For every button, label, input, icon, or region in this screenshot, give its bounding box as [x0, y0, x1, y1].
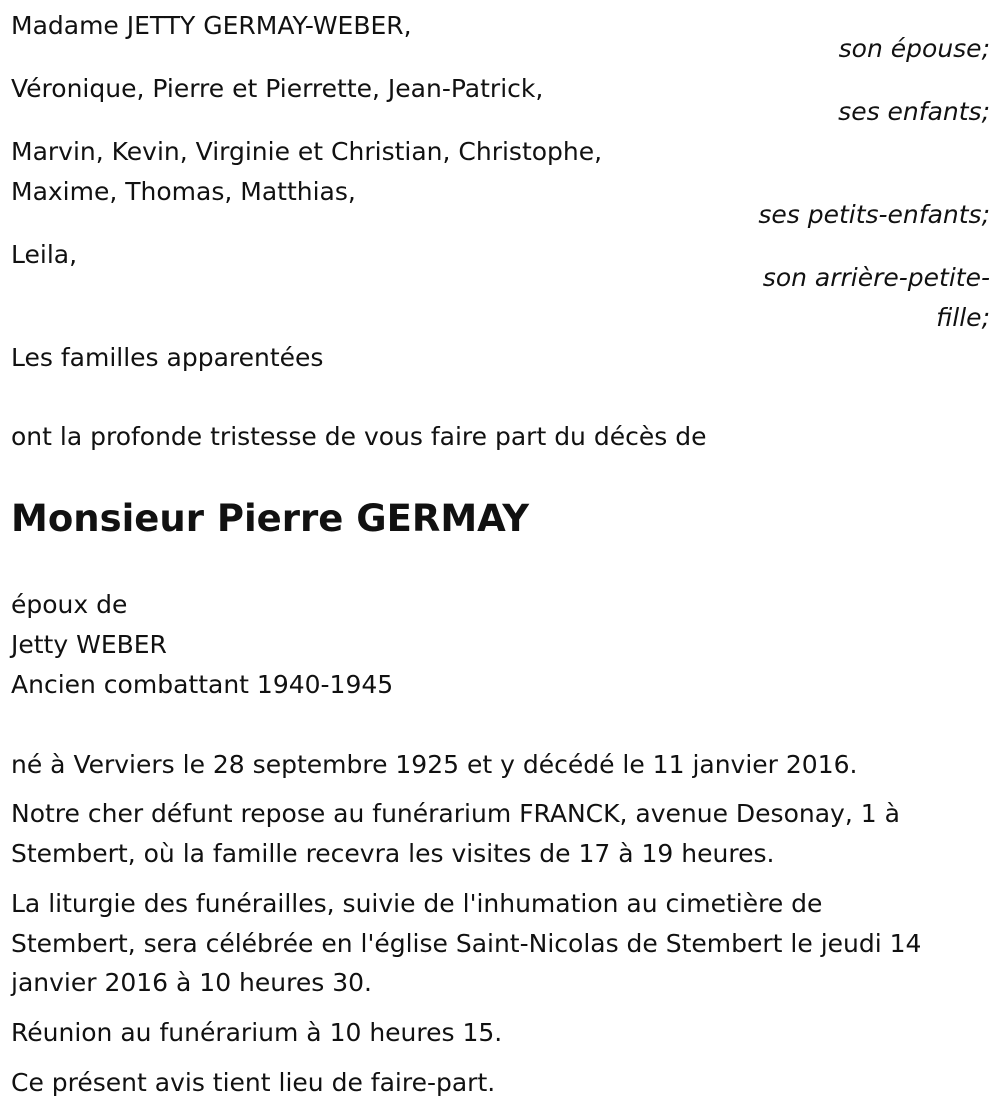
spouse-names: Madame JETTY GERMAY-WEBER, [11, 11, 412, 40]
announcement-text: ont la profonde tristesse de vous faire part du décès de [11, 422, 707, 451]
children-relation: ses enfants; [838, 97, 990, 126]
notice-line: Ce présent avis tient lieu de faire-part. [11, 1068, 496, 1097]
meeting-line: Réunion au funérarium à 10 heures 15. [11, 1018, 503, 1047]
related-families: Les familles apparentées [11, 343, 324, 372]
grandchildren-relation: ses petits-enfants; [758, 200, 990, 229]
spouse-label: époux de [11, 590, 128, 619]
birth-death-line: né à Verviers le 28 septembre 1925 et y décédé le 11 janvier 2016. [11, 750, 858, 779]
grandchildren-names-line1: Marvin, Kevin, Virginie et Christian, Christophe, [11, 137, 603, 166]
veteran-note: Ancien combattant 1940-1945 [11, 670, 394, 699]
great-grandchild-relation-line1: son arrière-petite- [762, 263, 990, 292]
liturgy-line-2: Stembert, sera célébrée en l'église Saint-Nicolas de Stembert le jeudi 14 [11, 929, 922, 958]
spouse-relation: son épouse; [838, 34, 990, 63]
children-names: Véronique, Pierre et Pierrette, Jean-Patrick, [11, 74, 544, 103]
great-grandchild-names: Leila, [11, 240, 78, 269]
liturgy-line-1: La liturgie des funérailles, suivie de l'inhumation au cimetière de [11, 889, 823, 918]
liturgy-line-3: janvier 2016 à 10 heures 30. [11, 968, 372, 997]
great-grandchild-relation-line2: fille; [936, 303, 990, 332]
rest-line-1: Notre cher défunt repose au funérarium FRANCK, avenue Desonay, 1 à [11, 799, 900, 828]
deceased-spouse-name: Jetty WEBER [11, 630, 167, 659]
deceased-name: Monsieur Pierre GERMAY [11, 497, 530, 540]
rest-line-2: Stembert, où la famille recevra les visites de 17 à 19 heures. [11, 839, 775, 868]
grandchildren-names-line2: Maxime, Thomas, Matthias, [11, 177, 356, 206]
